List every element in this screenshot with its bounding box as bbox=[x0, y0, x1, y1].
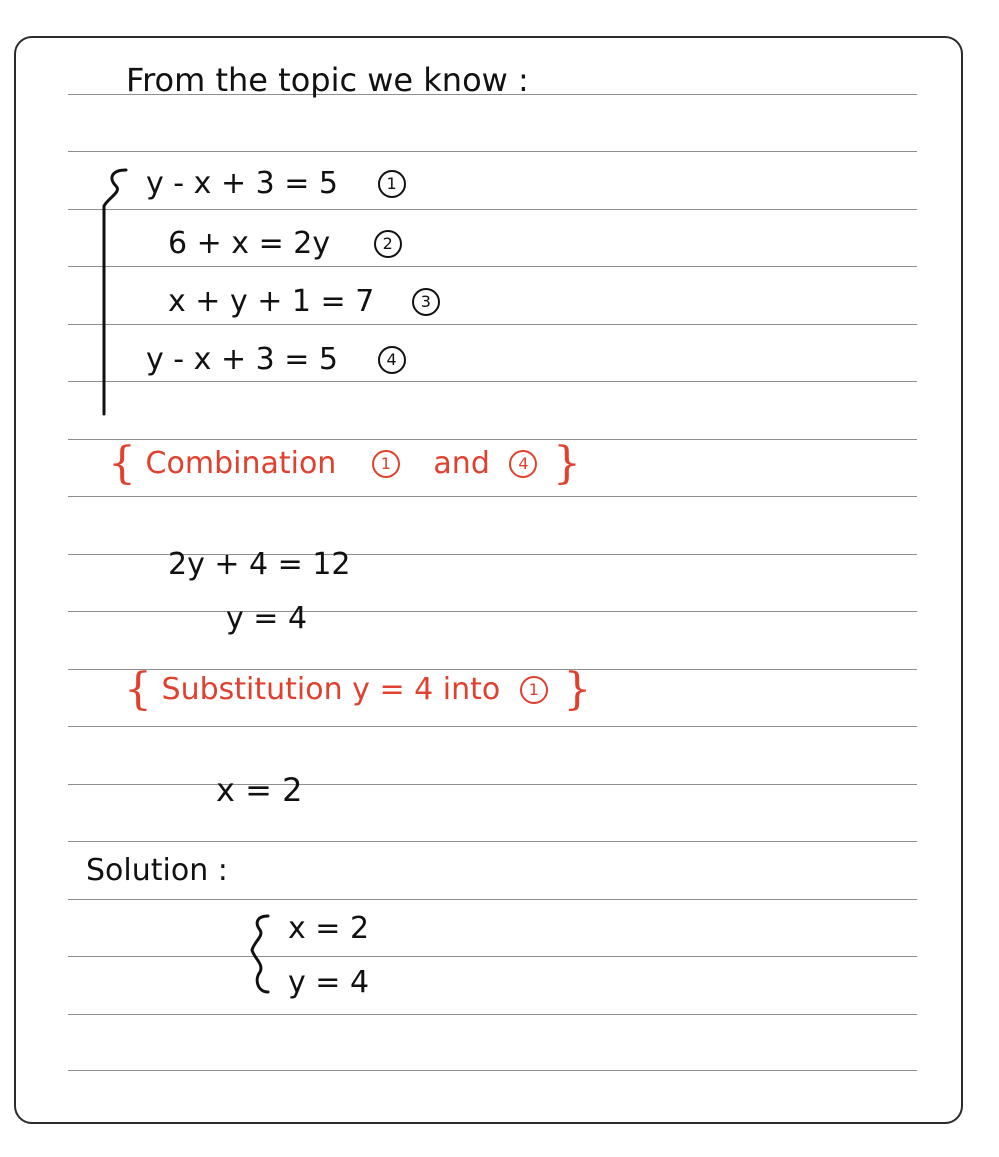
ruled-line bbox=[68, 209, 917, 210]
equation-text: y - x + 3 = 5 bbox=[146, 341, 338, 377]
substitution-note bbox=[124, 664, 592, 715]
intro-text: From the topic we know : bbox=[126, 61, 529, 99]
equation-marker: 1 bbox=[378, 170, 406, 198]
ruled-line bbox=[68, 784, 917, 785]
equation-marker: 2 bbox=[374, 230, 402, 258]
ruled-line bbox=[68, 151, 917, 152]
note-and: and bbox=[433, 446, 490, 481]
ruled-line bbox=[68, 1014, 917, 1015]
equation-text: y - x + 3 = 5 bbox=[146, 165, 338, 201]
system-equation-3 bbox=[168, 283, 440, 319]
note-marker: 4 bbox=[509, 450, 537, 478]
note-text: Substitution y = 4 into bbox=[161, 672, 501, 707]
solution-x: x = 2 bbox=[288, 911, 370, 946]
equation-marker: 3 bbox=[412, 288, 440, 316]
note-text: Combination bbox=[145, 446, 337, 481]
ruled-line bbox=[68, 496, 917, 497]
ruled-line bbox=[68, 726, 917, 727]
note-marker: 1 bbox=[520, 676, 548, 704]
equation-text: x + y + 1 = 7 bbox=[168, 283, 375, 319]
equation-marker: 4 bbox=[378, 346, 406, 374]
ruled-line bbox=[68, 439, 917, 440]
solution-label: Solution : bbox=[86, 853, 228, 888]
x-result: x = 2 bbox=[216, 771, 303, 809]
system-equation-2 bbox=[168, 225, 402, 261]
combo-result-line2: y = 4 bbox=[226, 601, 308, 636]
system-brace bbox=[94, 164, 134, 424]
system-equation-4 bbox=[146, 341, 406, 377]
note-open-brace: { bbox=[108, 438, 136, 489]
note-close-brace: } bbox=[563, 664, 592, 715]
ruled-line bbox=[68, 611, 917, 612]
ruled-line bbox=[68, 956, 917, 957]
note-close-brace: } bbox=[552, 438, 581, 489]
system-equation-1 bbox=[146, 165, 406, 201]
combination-note bbox=[108, 438, 581, 489]
combo-result-line1: 2y + 4 = 12 bbox=[168, 547, 351, 582]
equation-text: 6 + x = 2y bbox=[168, 225, 331, 261]
solution-brace bbox=[244, 912, 274, 996]
ruled-line bbox=[68, 899, 917, 900]
notebook-card bbox=[14, 36, 963, 1124]
ruled-line bbox=[68, 1070, 917, 1071]
note-open-brace: { bbox=[124, 664, 152, 715]
note-marker: 1 bbox=[372, 450, 400, 478]
ruled-line bbox=[68, 324, 917, 325]
ruled-line bbox=[68, 266, 917, 267]
solution-y: y = 4 bbox=[288, 965, 370, 1000]
ruled-line bbox=[68, 841, 917, 842]
ruled-line bbox=[68, 381, 917, 382]
